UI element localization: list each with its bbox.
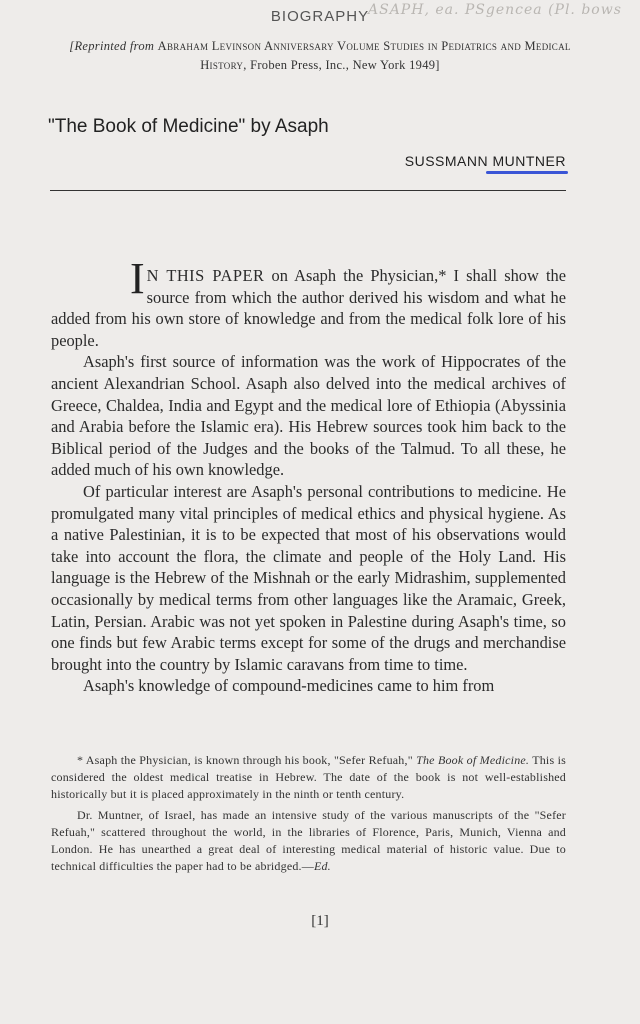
title-divider [50, 190, 566, 191]
footnote-2-italic: Ed. [313, 859, 331, 874]
paragraph-3: Of particular interest are Asaph's personal contributions to medicine. He promulgated many vital principles of medical ethics and physical hygiene. As a native Palestinian, it is to be expected that most of his observations would take into account the flora, the climate and people of the Holy Land. His language is the Hebrew of the Mishnah or the early Midrashim, supplemented occasionally by medical terms from other languages like the Aramaic, Greek, Latin, Persian. Arabic was not yet spoken in Palestine during Asaph's time, so one finds but few Arabic terms except for some of the drugs and merchandise brought into the country by Islamic caravans from time to time. [51, 481, 566, 674]
paragraph-1 [51, 254, 566, 351]
paragraph-1-text: on Asaph the Physician,* I shall show the source from which the author derived his wisdom and what he added from his own store of knowledge and from the medical folk lore of his people. [51, 266, 566, 350]
handwritten-annotation: ASAPH, ea. PSgencea (Pl. bows [368, 2, 622, 18]
article-author [405, 153, 566, 169]
reprint-prefix: [Reprinted from [69, 39, 155, 53]
opening-small-caps: N THIS PAPER [146, 266, 265, 285]
reprint-volume: Abraham Levinson Anniversary Volume Studies in Pediatrics and Medical History, [157, 39, 571, 72]
article-body [51, 254, 566, 697]
section-label: BIOGRAPHY [270, 8, 370, 25]
footnote-1 [51, 752, 566, 804]
pen-underline-mark [486, 171, 568, 174]
author-last-name: MUNTNER [492, 153, 566, 169]
paragraph-4: Asaph's knowledge of compound-medicines came to him from [83, 676, 495, 696]
drop-cap: I [130, 254, 145, 303]
article-title: "The Book of Medicine" by Asaph [48, 116, 329, 137]
reprint-notice [50, 37, 590, 75]
footnote-1-end: This is considered the oldest medical treatise in Hebrew. The date of the book is not well-established historically but it is placed approximately in the ninth or tenth century. [51, 753, 566, 802]
footnote-2-text: Dr. Muntner, of Israel, has made an intensive study of the various manuscripts of the "Sefer Refuah," scattered throughout the world, in the libraries of Florence, Paris, Munich, Vienna and London. He has unearthed a great deal of interesting medical material of historic value. Due to technical difficulties the paper had to be abridged.— [51, 807, 566, 874]
footnote-1-italic: The Book of Medicine. [416, 753, 530, 767]
reprint-publisher: Froben Press, Inc., New York 1949] [250, 58, 440, 72]
author-first-name: SUSSMANN [404, 153, 489, 169]
footnotes [51, 752, 566, 875]
footnote-2 [51, 807, 566, 876]
page-number: [1] [311, 913, 329, 929]
footnote-1-start: * Asaph the Physician, is known through his book, "Sefer Refuah," [77, 753, 413, 767]
paragraph-2: Asaph's first source of information was the work of Hippocrates of the ancient Alexandrian School. Asaph also delved into the medical archives of Greece, Chaldea, India and Egypt and the medical lore of Ethiopia (Abyssinia and Arabia before the Islamic era). His Hebrew sources took him back to the Biblical period of the Judges and the books of the Talmud. To all these, he added much of his own knowledge. [51, 352, 566, 480]
